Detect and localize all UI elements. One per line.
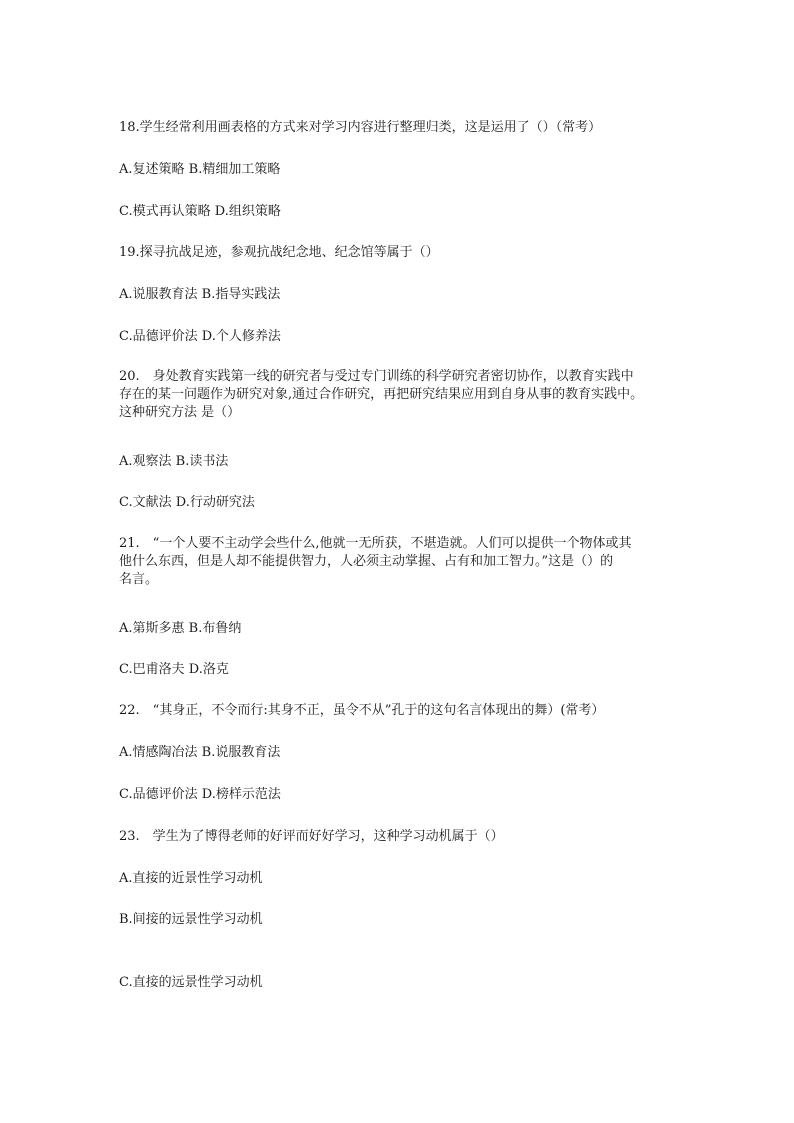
question-18-options-ab: A.复述策略 B.精细加工策略 [119, 162, 281, 177]
question-20-stem [119, 368, 689, 422]
question-19-options-ab: A.说服教育法 B.指导实践法 [119, 287, 281, 302]
question-21-stem-line-3: 名言。 [119, 572, 159, 587]
question-20-stem-line-3: 这种研究方法 是（） [119, 405, 241, 420]
question-18-options-cd: C.模式再认策略 D.组织策略 [119, 204, 281, 219]
question-20-options-ab: A.观察法 B.读书法 [119, 454, 229, 469]
question-20-options-cd: C.文献法 D.行动研究法 [119, 495, 255, 510]
question-20-stem-line-1: 20. 身处教育实践第一线的研究者与受过专门训练的科学研究者密切协作，以教育实践中 [119, 369, 634, 384]
question-23-stem: 23. 学生为了博得老师的好评而好好学习，这种学习动机属于（） [119, 829, 504, 844]
question-21-stem [119, 535, 689, 589]
question-23-option-a: A.直接的近景性学习动机 [119, 871, 263, 886]
question-23-option-c: C.直接的远景性学习动机 [119, 975, 263, 990]
question-19-options-cd: C.品德评价法 D.个人修养法 [119, 329, 281, 344]
question-18-stem: 18.学生经常利用画表格的方式来对学习内容进行整理归类，这是运用了（）（常考） [119, 120, 602, 135]
question-23-option-b: B.间接的远景性学习动机 [119, 912, 263, 927]
question-20-stem-line-2: 存在的某一问题作为研究对象,通过合作研究，再把研究结果应用到自身从事的教育实践中。 [119, 387, 644, 402]
question-21-stem-line-2: 他什么东西，但是人却不能提供智力，人必须主动掌握、占有和加工智力。”这是（）的 [119, 554, 614, 569]
question-22-options-ab: A.情感陶冶法 B.说服教育法 [119, 745, 281, 760]
question-21-stem-line-1: 21. “一个人要不主动学会些什么,他就一无所获，不堪造就。人们可以提供一个物体或其 [119, 536, 632, 551]
question-22-options-cd: C.品德评价法 D.榜样示范法 [119, 787, 281, 802]
question-21-options-ab: A.第斯多惠 B.布鲁纳 [119, 621, 242, 636]
question-19-stem: 19.探寻抗战足迹，参观抗战纪念地、纪念馆等属于（） [119, 245, 439, 260]
question-21-options-cd: C.巴甫洛夫 D.洛克 [119, 662, 229, 677]
question-22-stem: 22. “其身正，不令而行:其身不正，虽令不从”孔于的这句名言体现出的舞）(常考） [119, 703, 605, 718]
